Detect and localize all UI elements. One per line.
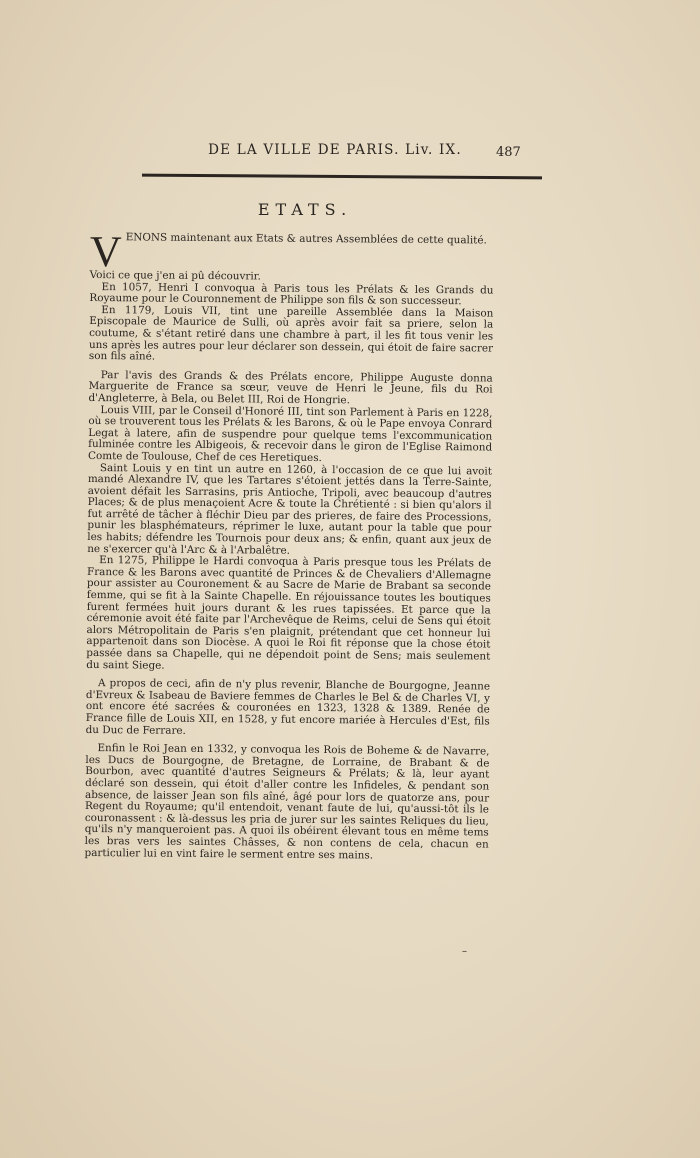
header-rule — [142, 174, 542, 179]
paragraph: Saint Louis y en tint un autre en 1260, à l'occasion de ce que lui avoit mandé Alexandre IV, que les Tartares s'étoient jettés dans la Terre-Sainte, avoient défait les Sarrasins, pris Antioche, Tripoli, avec beaucoup d'autres Places; & de plus menaçoient Acre & toute la Chrétienté : si bien qu'alors il fut arrêté de tâcher à fléchir Dieu par des prieres, de faire des Processions, punir les blasphémateurs, réprimer le luxe, autant pour la table que pour les habits; défendre les Tournois pour deux ans; & enfin, quant aux jeux de ne s'exercer qu'à l'Arc & à l'Arbalêtre. — [87, 461, 492, 557]
paragraph: En 1057, Henri I convoqua à Paris tous les Prélats & les Grands du Royaume pour le Couronnement de Philippe son fils & son successeur. — [89, 280, 494, 308]
body-text — [84, 227, 494, 863]
running-title: DE LA VILLE DE PARIS. Liv. IX. — [208, 142, 462, 158]
paragraph: A propos de ceci, afin de n'y plus revenir, Blanche de Bourgogne, Jeanne d'Evreux & Isabeau de Baviere femmes de Charles le Bel & de Charles VI, y ont encore été sacrées & couronées en 1323, 1328 & 1389. Renée de France fille de Louis XII, en 1528, y fut encore mariée à Hercules d'Est, fils du Duc de Ferrare. — [85, 677, 491, 737]
section-title: ETATS. — [257, 200, 353, 219]
paragraph: VENONS maintenant aux Etats & autres Assemblées de cette qualité. — [89, 227, 487, 277]
paragraph: Enfin le Roi Jean en 1332, y convoqua les Rois de Boheme & de Navarre, les Ducs de Bourgogne, de Bretagne, de Lorraine, de Brabant & de Bourbon, avec quantité d'autres Seigneurs & Prélats; & là, leur ayant déclaré son dessein, qui étoit d'aller contre les Infideles, & pendant son absence, de laisser Jean son fils aîné, âgé pour lors de quatorze ans, pour Regent du Royaume; qu'il entendoit, venant faute de lui, qu'aussi-tôt ils le couronassent : & là-dessus les pria de jurer sur les saintes Reliques du lieu, qu'ils n'y manqueroient pas. A quoi ils obéirent élevant tous en même tems les bras vers les saintes Châsses, & non contens de cela, chacun en particulier lui en vint faire le serment entre ses mains. — [84, 742, 490, 861]
catchword: – — [462, 946, 467, 957]
paragraph: Voici ce que j'en ai pû découvrir. — [89, 268, 261, 283]
drop-cap: V — [89, 227, 122, 277]
paragraph: En 1179, Louis VII, tint une pareille Assemblée dans la Maison Episcopale de Maurice de Sulli, où après avoir fait sa priere, selon la coutume, & s'étant retiré dans une chambre à part, il les fit tous venir les uns après les autres pour leur déclarer son dessein, qui étoit de faire sacrer son fils aîné. — [88, 303, 494, 363]
paragraph: En 1275, Philippe le Hardi convoqua à Paris presque tous les Prélats de France & les Barons avec quantité de Princes & de Chevaliers d'Allemagne pour assister au Couronement & au Sacre de Marie de Brabant sa seconde femme, qui se fit à la Sainte Chapelle. En réjouissance toutes les boutiques furent fermées huit jours durant & les rues tapissées. Et parce que la céremonie avoit été faite par l'Archevêque de Reims, celui de Sens qui étoit alors Métropolitain de Paris s'en plaignit, prétendant que cet honneur lui appartenoit dans son Diocèse. A quoi le Roi fit réponse que la chose étoit passée dans sa Chapelle, qui ne dépendoit point de Sens; mais seulement du saint Siege. — [86, 554, 492, 672]
page-number: 487 — [496, 145, 521, 160]
paragraph: Par l'avis des Grands & des Prélats encore, Philippe Auguste donna Marguerite de France sa sœur, veuve de Henri le Jeune, fils du Roi d'Angleterre, à Bela, ou Belet III, Roi de Hongrie. — [88, 368, 493, 407]
paragraph: Louis VIII, par le Conseil d'Honoré III, tint son Parlement à Paris en 1228, où se trouverent tous les Prélats & les Barons, & où le Pape envoya Conrard Legat à latere, afin de suspendre pour quelque tems l'excommunication fulminée contre les Albigeois, & recevoir dans le giron de l'Eglise Raimond Comte de Toulouse, Chef de ces Heretiques. — [87, 403, 493, 464]
